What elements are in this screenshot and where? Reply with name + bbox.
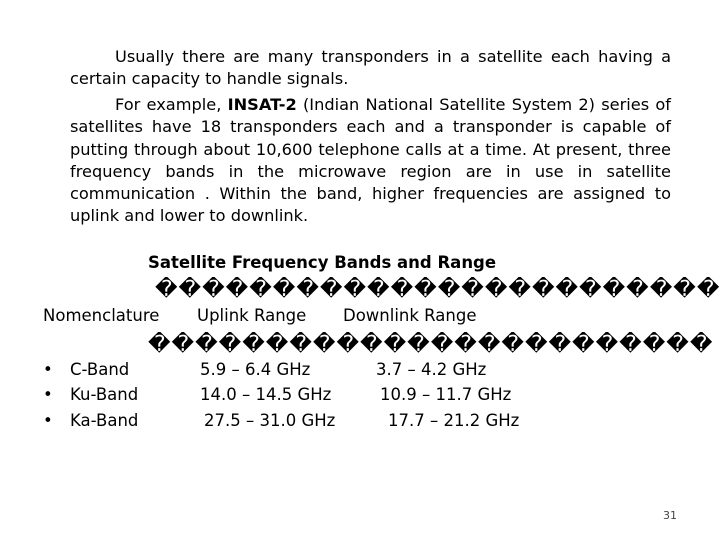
paragraph-text: (Indian National Satellite System 2) series of satellites have 18 transponders each and a transponder is capable of putting through about 10,600 telephone calls at a time. At present, three frequency bands in the microwave region are in use in satellite communication . Within the band, higher frequencies are assigned to uplink and lower to downlink. [70,95,671,226]
band-name: Ku-Band [70,385,139,404]
header-uplink: Uplink Range [197,306,307,325]
paragraph-prefix: For example, [115,95,228,114]
bullet-icon: • [43,411,53,430]
uplink-value: 5.9 – 6.4 GHz [200,360,311,379]
downlink-value: 17.7 – 21.2 GHz [388,411,520,430]
uplink-value: 27.5 – 31.0 GHz [204,411,336,430]
garbled-glyph-line: ������������������������ [148,332,714,357]
band-name: Ka-Band [70,411,139,430]
table-title: Satellite Frequency Bands and Range [148,253,497,272]
garbled-glyph-line: ������������������������ [155,277,720,302]
insat-name: INSAT-2 [227,95,297,114]
bullet-icon: • [43,385,53,404]
bullet-icon: • [43,360,53,379]
downlink-value: 10.9 – 11.7 GHz [380,385,512,404]
downlink-value: 3.7 – 4.2 GHz [376,360,487,379]
paragraph-transponders [70,46,671,91]
paragraph-insat-example [70,94,671,228]
header-nomenclature: Nomenclature [43,306,160,325]
band-name: C-Band [70,360,130,379]
page-number: 31 [663,509,677,522]
uplink-value: 14.0 – 14.5 GHz [200,385,332,404]
header-downlink: Downlink Range [343,306,477,325]
paragraph-text: Usually there are many transponders in a satellite each having a certain capacity to handle signals. [70,47,671,89]
